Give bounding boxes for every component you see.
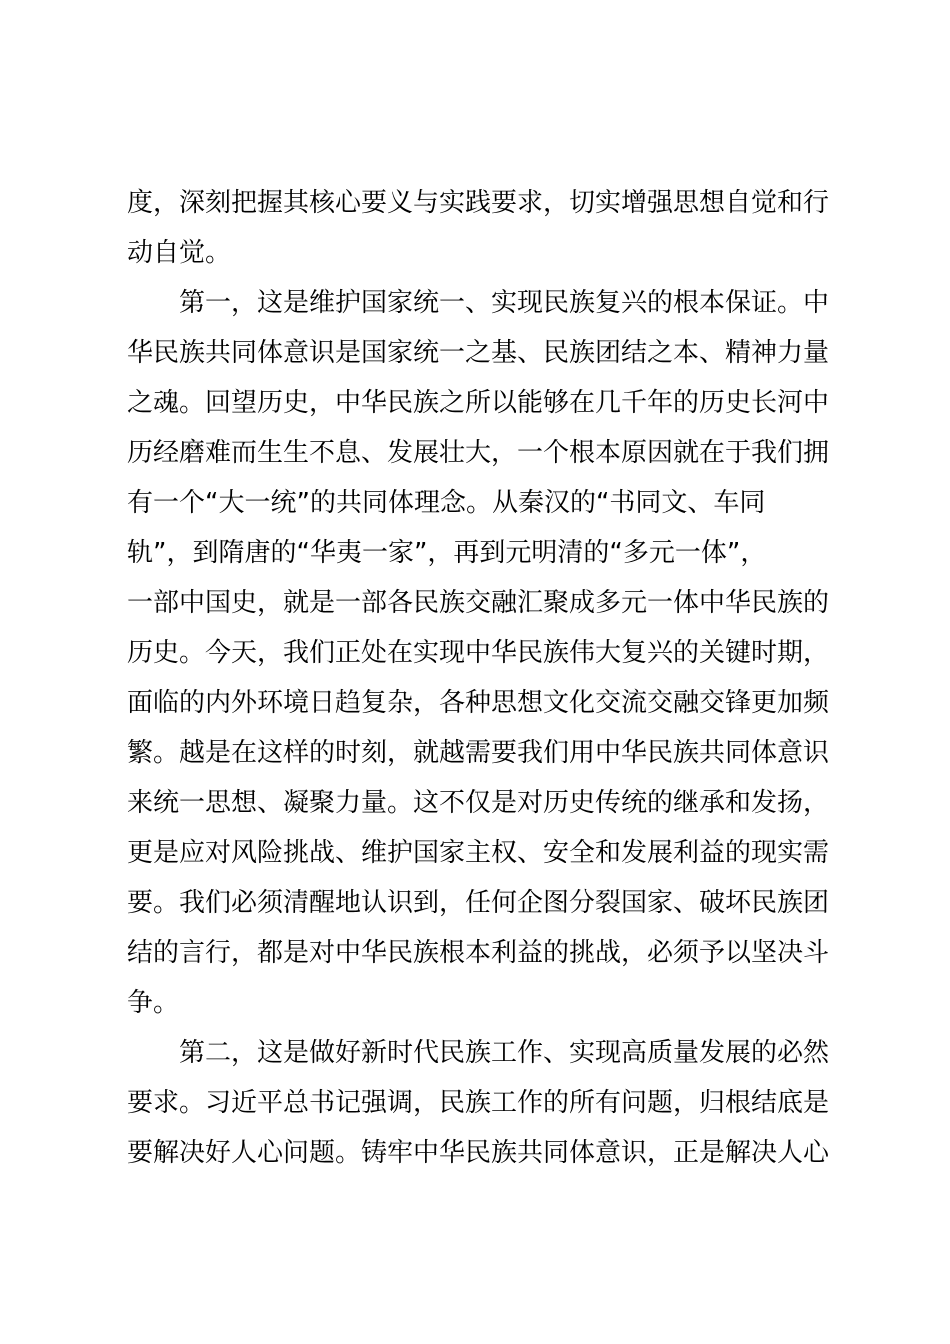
text-line-17: 争。 bbox=[127, 988, 180, 1018]
text-line-2: 动自觉。 bbox=[127, 238, 232, 268]
text-line-10: 历史。今天，我们正处在实现中华民族伟大复兴的关键时期， bbox=[127, 638, 830, 668]
text-line-9: 一部中国史，就是一部各民族交融汇聚成多元一体中华民族的 bbox=[127, 588, 830, 618]
paragraph-1-first-line: 第一，这是维护国家统一、实现民族复兴的根本保证。中 bbox=[179, 288, 830, 318]
text-line-7: 有一个“大一统”的共同体理念。从秦汉的“书同文、车同 bbox=[127, 488, 766, 518]
text-line-20: 要解决好人心问题。铸牢中华民族共同体意识，正是解决人心 bbox=[127, 1138, 830, 1168]
text-line-19: 要求。习近平总书记强调，民族工作的所有问题，归根结底是 bbox=[127, 1088, 830, 1118]
text-line-15: 要。我们必须清醒地认识到，任何企图分裂国家、破坏民族团 bbox=[127, 888, 830, 918]
text-line-16: 结的言行，都是对中华民族根本利益的挑战，必须予以坚决斗 bbox=[127, 938, 830, 968]
text-line-8: 轨”，到隋唐的“华夷一家”，再到元明清的“多元一体”， bbox=[127, 538, 767, 568]
text-line-14: 更是应对风险挑战、维护国家主权、安全和发展利益的现实需 bbox=[127, 838, 830, 868]
text-line-5: 之魂。回望历史，中华民族之所以能够在几千年的历史长河中 bbox=[127, 388, 830, 418]
text-line-1: 度，深刻把握其核心要义与实践要求，切实增强思想自觉和行 bbox=[127, 188, 830, 218]
text-line-11: 面临的内外环境日趋复杂，各种思想文化交流交融交锋更加频 bbox=[127, 688, 830, 718]
text-line-4: 华民族共同体意识是国家统一之基、民族团结之本、精神力量 bbox=[127, 338, 830, 368]
text-line-13: 来统一思想、凝聚力量。这不仅是对历史传统的继承和发扬， bbox=[127, 788, 830, 818]
text-line-12: 繁。越是在这样的时刻，就越需要我们用中华民族共同体意识 bbox=[127, 738, 830, 768]
paragraph-2-first-line: 第二，这是做好新时代民族工作、实现高质量发展的必然 bbox=[179, 1038, 830, 1068]
text-line-6: 历经磨难而生生不息、发展壮大，一个根本原因就在于我们拥 bbox=[127, 438, 830, 468]
